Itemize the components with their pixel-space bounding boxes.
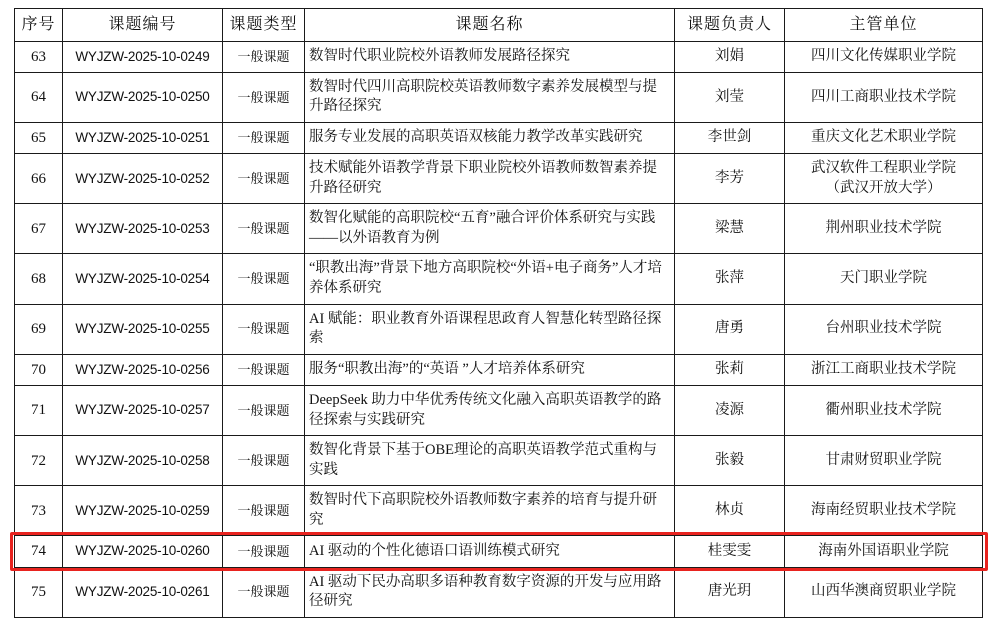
cell-no: 75	[15, 567, 63, 617]
cell-title: 服务专业发展的高职英语双核能力教学改革实践研究	[305, 122, 675, 153]
table-header	[15, 9, 983, 42]
cell-title: 数智时代职业院校外语教师发展路径探究	[305, 41, 675, 72]
header-cell-leader: 课题负责人	[675, 9, 785, 42]
cell-title: AI 赋能：职业教育外语课程思政育人智慧化转型路径探索	[305, 304, 675, 354]
cell-no: 67	[15, 204, 63, 254]
header-cell-title: 课题名称	[305, 9, 675, 42]
cell-type: 一般课题	[223, 354, 305, 385]
cell-no: 63	[15, 41, 63, 72]
table-row	[15, 72, 983, 122]
cell-type: 一般课题	[223, 122, 305, 153]
cell-type: 一般课题	[223, 486, 305, 536]
cell-code: WYJZW-2025-10-0260	[63, 536, 223, 567]
cell-leader: 唐勇	[675, 304, 785, 354]
table-row	[15, 304, 983, 354]
cell-title: 服务“职教出海”的“英语 ”人才培养体系研究	[305, 354, 675, 385]
cell-code: WYJZW-2025-10-0257	[63, 385, 223, 435]
cell-unit: 甘肃财贸职业学院	[785, 436, 983, 486]
cell-no: 74	[15, 536, 63, 567]
cell-code: WYJZW-2025-10-0249	[63, 41, 223, 72]
cell-leader: 李世剑	[675, 122, 785, 153]
cell-leader: 刘莹	[675, 72, 785, 122]
cell-unit: 浙江工商职业技术学院	[785, 354, 983, 385]
cell-code: WYJZW-2025-10-0250	[63, 72, 223, 122]
cell-type: 一般课题	[223, 385, 305, 435]
cell-code: WYJZW-2025-10-0251	[63, 122, 223, 153]
cell-title: 数智化赋能的高职院校“五育”融合评价体系研究与实践——以外语教育为例	[305, 204, 675, 254]
cell-unit: 天门职业学院	[785, 254, 983, 304]
cell-leader: 张莉	[675, 354, 785, 385]
table-row	[15, 154, 983, 204]
table-row	[15, 204, 983, 254]
cell-type: 一般课题	[223, 254, 305, 304]
table-row	[15, 567, 983, 617]
table-row	[15, 385, 983, 435]
cell-type: 一般课题	[223, 304, 305, 354]
table-row	[15, 254, 983, 304]
cell-unit: 重庆文化艺术职业学院	[785, 122, 983, 153]
cell-leader: 梁慧	[675, 204, 785, 254]
cell-code: WYJZW-2025-10-0255	[63, 304, 223, 354]
cell-title: DeepSeek 助力中华优秀传统文化融入高职英语教学的路径探索与实践研究	[305, 385, 675, 435]
cell-no: 69	[15, 304, 63, 354]
cell-no: 71	[15, 385, 63, 435]
cell-title: 数智时代四川高职院校英语教师数字素养发展模型与提升路径探究	[305, 72, 675, 122]
cell-no: 72	[15, 436, 63, 486]
table-row	[15, 436, 983, 486]
table-row-highlighted	[15, 536, 983, 567]
cell-unit-line1: 武汉软件工程职业学院	[811, 160, 956, 177]
cell-type: 一般课题	[223, 567, 305, 617]
cell-code: WYJZW-2025-10-0256	[63, 354, 223, 385]
cell-unit: 四川工商职业技术学院	[785, 72, 983, 122]
cell-unit: 荆州职业技术学院	[785, 204, 983, 254]
cell-leader: 张毅	[675, 436, 785, 486]
cell-type: 一般课题	[223, 536, 305, 567]
cell-leader: 唐光玥	[675, 567, 785, 617]
table-header-row	[15, 9, 983, 42]
cell-title: 技术赋能外语教学背景下职业院校外语教师数智素养提升路径研究	[305, 154, 675, 204]
cell-title: “职教出海”背景下地方高职院校“外语+电子商务”人才培养体系研究	[305, 254, 675, 304]
cell-leader: 张萍	[675, 254, 785, 304]
cell-leader: 刘娟	[675, 41, 785, 72]
cell-type: 一般课题	[223, 154, 305, 204]
table-row	[15, 122, 983, 153]
table-row	[15, 41, 983, 72]
cell-code: WYJZW-2025-10-0261	[63, 567, 223, 617]
cell-leader: 李芳	[675, 154, 785, 204]
cell-code: WYJZW-2025-10-0254	[63, 254, 223, 304]
cell-unit: 山西华澳商贸职业学院	[785, 567, 983, 617]
table-row	[15, 486, 983, 536]
cell-code: WYJZW-2025-10-0252	[63, 154, 223, 204]
cell-title: AI 驱动下民办高职多语种教育数字资源的开发与应用路径研究	[305, 567, 675, 617]
cell-unit: 台州职业技术学院	[785, 304, 983, 354]
cell-no: 68	[15, 254, 63, 304]
cell-unit: 衢州职业技术学院	[785, 385, 983, 435]
table-row	[15, 354, 983, 385]
cell-leader: 桂雯雯	[675, 536, 785, 567]
header-cell-type: 课题类型	[223, 9, 305, 42]
header-cell-unit: 主管单位	[785, 9, 983, 42]
cell-title: AI 驱动的个性化德语口语训练模式研究	[305, 536, 675, 567]
cell-leader: 林贞	[675, 486, 785, 536]
cell-no: 73	[15, 486, 63, 536]
cell-no: 70	[15, 354, 63, 385]
cell-no: 64	[15, 72, 63, 122]
cell-code: WYJZW-2025-10-0259	[63, 486, 223, 536]
header-cell-no: 序号	[15, 9, 63, 42]
cell-no: 66	[15, 154, 63, 204]
table-body	[15, 41, 983, 617]
cell-title: 数智化背景下基于OBE理论的高职英语教学范式重构与实践	[305, 436, 675, 486]
header-cell-code: 课题编号	[63, 9, 223, 42]
cell-code: WYJZW-2025-10-0253	[63, 204, 223, 254]
cell-no: 65	[15, 122, 63, 153]
cell-type: 一般课题	[223, 72, 305, 122]
cell-unit	[785, 154, 983, 204]
cell-unit: 海南外国语职业学院	[785, 536, 983, 567]
cell-type: 一般课题	[223, 204, 305, 254]
cell-unit: 海南经贸职业技术学院	[785, 486, 983, 536]
project-table	[14, 8, 983, 618]
cell-code: WYJZW-2025-10-0258	[63, 436, 223, 486]
cell-unit: 四川文化传媒职业学院	[785, 41, 983, 72]
cell-leader: 凌源	[675, 385, 785, 435]
cell-unit-line2: （武汉开放大学）	[825, 179, 942, 196]
cell-type: 一般课题	[223, 436, 305, 486]
cell-title: 数智时代下高职院校外语教师数字素养的培育与提升研究	[305, 486, 675, 536]
cell-type: 一般课题	[223, 41, 305, 72]
